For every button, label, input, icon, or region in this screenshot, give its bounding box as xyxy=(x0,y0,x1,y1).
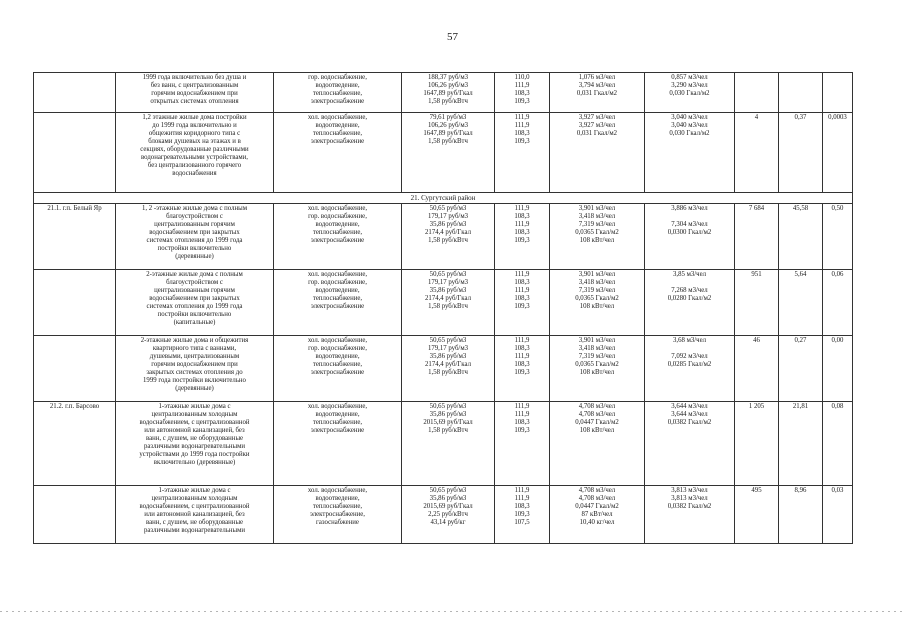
services-cell-line: хол. водоснабжение, xyxy=(307,114,368,121)
tariffs-cell-line: 1,58 руб/кВтч xyxy=(428,97,468,105)
housing-type-cell-line: горячим водоснабжением при xyxy=(151,361,238,368)
area-cell: 0,37 xyxy=(779,113,823,193)
table-row xyxy=(34,270,853,336)
housing-type-cell-line: централизованным холодным xyxy=(151,411,238,419)
tariffs-cell-line: 2,25 руб/кВтч xyxy=(428,511,468,518)
services-cell-line: гор. водоснабжение, xyxy=(308,279,367,287)
services-cell xyxy=(274,402,402,486)
housing-type-cell-line: горячим водоснабжением при xyxy=(151,89,238,97)
services-cell xyxy=(274,270,402,336)
tariff-table xyxy=(33,72,853,544)
services-cell xyxy=(274,486,402,544)
norms-cell-line: 1,076 м3/чел xyxy=(578,74,616,81)
index-cell-line: 108,3 xyxy=(514,503,530,511)
norms-cell-line: 10,40 кг/чел xyxy=(579,518,615,526)
norms2-cell-line: 0,857 м3/чел xyxy=(671,74,708,81)
services-cell-line: водоотведение, xyxy=(315,121,360,129)
index-cell-line: 111,9 xyxy=(514,81,530,89)
area-cell: 45,58 xyxy=(779,204,823,270)
norms-cell xyxy=(550,113,645,193)
count-cell: 951 xyxy=(735,270,779,336)
norms2-cell-line: 7,304 м3/чел xyxy=(671,221,708,229)
norms-cell xyxy=(550,402,645,486)
norms-cell-line: 0,0365 Гкал/м2 xyxy=(575,361,619,368)
housing-type-cell-line: (капитальные) xyxy=(173,318,216,326)
page-number: 57 xyxy=(447,31,458,43)
tariffs-cell xyxy=(402,486,495,544)
norms-cell xyxy=(550,204,645,270)
index-cell-line: 111,9 xyxy=(514,353,530,361)
norms-cell-line: 7,319 м3/чел xyxy=(578,353,616,361)
tariffs-cell-line: 79,61 руб/м3 xyxy=(429,114,467,121)
table-row xyxy=(34,402,853,486)
housing-type-cell-line: системах отопления до 1999 года xyxy=(146,236,243,244)
services-cell xyxy=(274,113,402,193)
tariffs-cell-line: 50,65 руб/м3 xyxy=(429,271,467,279)
services-cell-line: теплоснабжение, xyxy=(312,361,363,368)
services-cell-line: водоотведение, xyxy=(315,287,360,295)
housing-type-cell-line: общежития коридорного типа с xyxy=(148,129,241,137)
norms2-cell-line: 7,268 м3/чел xyxy=(671,287,708,295)
table-body xyxy=(34,73,853,544)
norms-cell-line: 0,0365 Гкал/м2 xyxy=(575,229,619,236)
tariffs-cell-line: 1,58 руб/кВтч xyxy=(428,368,468,376)
index-cell-line: 111,9 xyxy=(514,403,530,411)
housing-type-cell-line: 1999 года постройки включительно xyxy=(143,376,246,384)
share-cell: 0,0003 xyxy=(823,113,853,193)
norms2-cell xyxy=(645,270,735,336)
area-cell: 21,81 xyxy=(779,402,823,486)
norms-cell-line: 3,927 м3/чел xyxy=(578,114,616,121)
norms2-cell-line: 0,0382 Гкал/м2 xyxy=(667,503,712,511)
norms-cell xyxy=(550,73,645,113)
index-cell xyxy=(495,336,550,402)
index-cell-line: 107,5 xyxy=(514,518,530,526)
norms2-cell xyxy=(645,204,735,270)
housing-type-cell-line: душевыми, централизованным xyxy=(149,353,240,361)
norms2-cell-line: 3,886 м3/чел xyxy=(671,205,708,213)
norms2-cell-line: 0,0280 Гкал/м2 xyxy=(667,295,712,303)
norms2-cell-line: 0,0300 Гкал/м2 xyxy=(667,229,712,237)
norms-cell-line: 108 кВт/чел xyxy=(579,427,615,434)
count-cell: 7 684 xyxy=(735,204,779,270)
share-cell xyxy=(823,73,853,113)
norms-cell xyxy=(550,270,645,336)
housing-type-cell-line: различными водонагревательными xyxy=(143,442,246,450)
services-cell-line: водоотведение, xyxy=(315,353,360,361)
index-cell-line: 111,9 xyxy=(514,121,530,129)
spacer xyxy=(647,213,732,221)
norms2-cell-line: 3,644 м3/чел xyxy=(671,403,708,411)
tariffs-cell-line: 35,86 руб/м3 xyxy=(429,221,467,229)
norms2-cell-line: 3,813 м3/чел xyxy=(671,495,708,503)
index-cell xyxy=(495,204,550,270)
index-cell-line: 108,3 xyxy=(514,419,530,427)
housing-type-cell-line: благоустройством с xyxy=(166,279,223,287)
area-cell: 8,96 xyxy=(779,486,823,544)
housing-type-cell-line: благоустройством с xyxy=(166,213,223,221)
norms-cell-line: 0,0447 Гкал/м2 xyxy=(575,503,619,511)
services-cell-line: водоотведение, xyxy=(315,81,360,89)
index-cell-line: 110,0 xyxy=(514,74,530,81)
index-cell-line: 109,3 xyxy=(514,511,530,518)
housing-type-cell-line: 1999 года включительно без душа и xyxy=(142,74,247,81)
housing-type-cell-line: до 1999 года включительно и xyxy=(152,121,237,129)
housing-type-cell-line: водоснабжением, с централизованной xyxy=(139,503,250,511)
count-cell xyxy=(735,73,779,113)
tariffs-cell-line: 1647,89 руб/Гкал xyxy=(423,129,473,137)
index-cell-line: 111,9 xyxy=(514,337,530,345)
share-cell: 0,03 xyxy=(823,486,853,544)
norms2-cell-line: 0,0285 Гкал/м2 xyxy=(667,361,712,369)
spacer xyxy=(647,345,732,353)
housing-type-cell-line: (деревянные) xyxy=(175,252,214,260)
housing-type-cell xyxy=(116,73,274,113)
services-cell xyxy=(274,73,402,113)
housing-type-cell-line: водонагревательными устройствами, xyxy=(140,153,249,161)
housing-type-cell-line: централизованным горячим xyxy=(154,287,235,295)
tariffs-cell xyxy=(402,402,495,486)
housing-type-cell-line: квартирного типа с ваннами, xyxy=(152,345,237,353)
housing-type-cell-line: 1, 2 -этажные жилые дома с полным xyxy=(141,205,248,213)
housing-type-cell-line: 1-этажные жилые дома с xyxy=(158,487,231,495)
services-cell-line: электроснабжение xyxy=(310,137,365,145)
index-cell-line: 109,3 xyxy=(514,97,530,105)
norms2-cell xyxy=(645,113,735,193)
index-cell-line: 111,9 xyxy=(514,114,530,121)
index-cell-line: 109,3 xyxy=(514,368,530,376)
tariffs-cell-line: 2015,69 руб/Гкал xyxy=(423,503,473,511)
count-cell: 495 xyxy=(735,486,779,544)
norms2-cell-line: 0,030 Гкал/м2 xyxy=(669,89,710,97)
index-cell-line: 108,3 xyxy=(514,345,530,353)
services-cell-line: теплоснабжение, xyxy=(312,229,363,236)
services-cell-line: электроснабжение xyxy=(310,368,365,376)
norms-cell-line: 7,319 м3/чел xyxy=(578,221,616,229)
tariffs-cell xyxy=(402,204,495,270)
norms2-cell xyxy=(645,402,735,486)
tariffs-cell xyxy=(402,73,495,113)
region-row xyxy=(34,193,853,204)
services-cell-line: хол. водоснабжение, xyxy=(307,487,368,495)
norms-cell xyxy=(550,486,645,544)
housing-type-cell xyxy=(116,336,274,402)
housing-type-cell-line: водоснабжения xyxy=(172,169,217,177)
housing-type-cell-line: постройки включительно xyxy=(157,244,232,252)
settlement-cell xyxy=(34,73,116,113)
services-cell-line: гор. водоснабжение, xyxy=(308,345,367,353)
norms2-cell-line: 3,290 м3/чел xyxy=(671,81,708,89)
services-cell-line: водоотведение, xyxy=(315,221,360,229)
services-cell-line: хол. водоснабжение, xyxy=(307,205,368,213)
share-cell: 0,06 xyxy=(823,270,853,336)
norms-cell-line: 3,418 м3/чел xyxy=(578,213,616,221)
tariffs-cell xyxy=(402,336,495,402)
settlement-cell xyxy=(34,486,116,544)
index-cell-line: 108,3 xyxy=(514,295,530,302)
tariffs-cell-line: 188,37 руб/м3 xyxy=(427,74,469,81)
housing-type-cell-line: без ванн, с централизованным xyxy=(150,81,239,89)
tariffs-cell-line: 2015,69 руб/Гкал xyxy=(423,419,473,427)
housing-type-cell-line: или автономной канализацией, без xyxy=(144,427,245,434)
tariffs-cell-line: 1,58 руб/кВтч xyxy=(428,302,468,310)
housing-type-cell-line: водоснабжением при закрытых xyxy=(149,229,240,236)
tariffs-cell-line: 1,58 руб/кВтч xyxy=(428,236,468,244)
index-cell xyxy=(495,486,550,544)
services-cell-line: электроснабжение xyxy=(310,302,365,310)
index-cell-line: 108,3 xyxy=(514,129,530,137)
norms-cell-line: 0,031 Гкал/м2 xyxy=(576,89,618,97)
norms-cell-line: 87 кВт/чел xyxy=(581,511,613,518)
index-cell xyxy=(495,402,550,486)
housing-type-cell-line: постройки включительно xyxy=(157,310,232,318)
norms2-cell-line: 0,030 Гкал/м2 xyxy=(669,129,710,137)
area-cell: 5,64 xyxy=(779,270,823,336)
housing-type-cell xyxy=(116,204,274,270)
tariffs-cell-line: 35,86 руб/м3 xyxy=(429,495,467,503)
housing-type-cell-line: 2-этажные жилые дома с полным xyxy=(146,271,243,279)
services-cell-line: теплоснабжение, xyxy=(312,89,363,97)
housing-type-cell xyxy=(116,113,274,193)
services-cell-line: электроснабжение xyxy=(310,97,365,105)
housing-type-cell-line: или автономной канализацией, без xyxy=(144,511,245,518)
index-cell-line: 109,3 xyxy=(514,427,530,434)
index-cell-line: 108,3 xyxy=(514,279,530,287)
area-cell xyxy=(779,73,823,113)
index-cell xyxy=(495,270,550,336)
norms-cell-line: 3,901 м3/чел xyxy=(578,271,616,279)
tariffs-cell-line: 106,26 руб/м3 xyxy=(427,81,469,89)
services-cell-line: хол. водоснабжение, xyxy=(307,337,368,345)
region-heading: 21. Сургутский район xyxy=(34,193,853,204)
housing-type-cell-line: устройствами до 1999 года постройки xyxy=(139,450,250,458)
share-cell: 0,50 xyxy=(823,204,853,270)
housing-type-cell xyxy=(116,270,274,336)
services-cell-line: газоснабжение xyxy=(316,518,359,526)
housing-type-cell-line: ванн, с душем, не оборудованные xyxy=(145,518,244,526)
housing-type-cell-line: секциях, оборудованные различными xyxy=(140,145,249,153)
index-cell-line: 111,9 xyxy=(514,287,530,295)
norms-cell-line: 108 кВт/чел xyxy=(579,236,615,244)
tariffs-cell-line: 35,86 руб/м3 xyxy=(429,353,467,361)
index-cell-line: 111,9 xyxy=(514,271,530,279)
tariffs-cell-line: 50,65 руб/м3 xyxy=(429,337,467,345)
settlement-cell xyxy=(34,336,116,402)
tariffs-cell-line: 50,65 руб/м3 xyxy=(429,487,467,495)
housing-type-cell-line: 1,2 этажные жилые дома постройки xyxy=(142,114,247,121)
tariffs-cell-line: 1647,89 руб/Гкал xyxy=(423,89,473,97)
settlement-cell: 21.2. г.п. Барсово xyxy=(34,402,116,486)
table-row xyxy=(34,486,853,544)
norms2-cell-line: 3,68 м3/чел xyxy=(672,337,706,345)
norms2-cell-line: 0,0382 Гкал/м2 xyxy=(667,419,712,427)
housing-type-cell xyxy=(116,486,274,544)
norms-cell-line: 0,0447 Гкал/м2 xyxy=(575,419,619,427)
norms-cell-line: 0,0365 Гкал/м2 xyxy=(575,295,619,302)
services-cell-line: теплоснабжение, xyxy=(312,419,363,427)
norms2-cell-line: 3,040 м3/чел xyxy=(671,121,708,129)
tariffs-cell-line: 35,86 руб/м3 xyxy=(429,287,467,295)
norms-cell-line: 0,031 Гкал/м2 xyxy=(576,129,618,137)
norms-cell-line: 3,927 м3/чел xyxy=(578,121,616,129)
norms2-cell xyxy=(645,486,735,544)
norms2-cell xyxy=(645,336,735,402)
housing-type-cell-line: различными водонагревательными xyxy=(143,526,246,534)
table-row xyxy=(34,336,853,402)
norms-cell-line: 3,794 м3/чел xyxy=(578,81,616,89)
housing-type-cell-line: 1-этажные жилые дома с xyxy=(158,403,231,411)
norms-cell-line: 3,418 м3/чел xyxy=(578,345,616,353)
index-cell xyxy=(495,73,550,113)
services-cell-line: теплоснабжение, xyxy=(312,295,363,302)
index-cell-line: 111,9 xyxy=(514,221,530,229)
services-cell-line: хол. водоснабжение, xyxy=(307,271,368,279)
housing-type-cell-line: 2-этажные жилые дома и общежития xyxy=(140,337,249,345)
norms-cell-line: 7,319 м3/чел xyxy=(578,287,616,295)
tariffs-cell-line: 50,65 руб/м3 xyxy=(429,403,467,411)
share-cell: 0,08 xyxy=(823,402,853,486)
tariffs-cell-line: 2174,4 руб/Гкал xyxy=(425,361,471,368)
tariffs-cell-line: 2174,4 руб/Гкал xyxy=(425,295,471,302)
tariffs-cell-line: 35,86 руб/м3 xyxy=(429,411,467,419)
housing-type-cell-line: централизованным горячим xyxy=(154,221,235,229)
index-cell-line: 111,9 xyxy=(514,487,530,495)
norms-cell-line: 3,901 м3/чел xyxy=(578,337,616,345)
tariffs-cell-line: 43,14 руб/кг xyxy=(430,518,466,526)
norms2-cell-line: 3,85 м3/чел xyxy=(672,271,706,279)
tariffs-cell xyxy=(402,113,495,193)
index-cell-line: 108,3 xyxy=(514,361,530,368)
services-cell-line: хол. водоснабжение, xyxy=(307,403,368,411)
services-cell xyxy=(274,336,402,402)
tariffs-cell-line: 179,17 руб/м3 xyxy=(427,345,469,353)
housing-type-cell-line: открытых системах отопления xyxy=(150,97,239,105)
scan-edge-line xyxy=(0,611,905,612)
housing-type-cell-line: (деревянные) xyxy=(175,384,214,392)
housing-type-cell-line: включительно (деревянные) xyxy=(153,458,236,466)
tariffs-cell-line: 1,58 руб/кВтч xyxy=(428,427,468,434)
tariffs-cell-line: 179,17 руб/м3 xyxy=(427,213,469,221)
table-row xyxy=(34,113,853,193)
norms-cell-line: 3,901 м3/чел xyxy=(578,205,616,213)
index-cell-line: 108,3 xyxy=(514,89,530,97)
housing-type-cell-line: системах отопления до 1999 года xyxy=(146,302,243,310)
norms2-cell-line: 7,092 м3/чел xyxy=(671,353,708,361)
index-cell-line: 109,3 xyxy=(514,137,530,145)
services-cell xyxy=(274,204,402,270)
index-cell-line: 109,3 xyxy=(514,302,530,310)
share-cell: 0,00 xyxy=(823,336,853,402)
settlement-cell: 21.1. г.п. Белый Яр xyxy=(34,204,116,270)
index-cell-line: 109,3 xyxy=(514,236,530,244)
tariffs-cell-line: 50,65 руб/м3 xyxy=(429,205,467,213)
norms2-cell-line: 3,813 м3/чел xyxy=(671,487,708,495)
services-cell-line: теплоснабжение, xyxy=(312,503,363,511)
area-cell: 0,27 xyxy=(779,336,823,402)
tariffs-cell-line: 179,17 руб/м3 xyxy=(427,279,469,287)
index-cell-line: 108,3 xyxy=(514,229,530,236)
table-row xyxy=(34,73,853,113)
norms2-cell-line: 3,040 м3/чел xyxy=(671,114,708,121)
norms2-cell xyxy=(645,73,735,113)
services-cell-line: электроснабжение xyxy=(310,236,365,244)
tariffs-cell-line: 2174,4 руб/Гкал xyxy=(425,229,471,236)
services-cell-line: гор. водоснабжение, xyxy=(308,74,367,81)
services-cell-line: электроснабжение xyxy=(310,427,365,434)
tariffs-cell-line: 1,58 руб/кВтч xyxy=(428,137,468,145)
housing-type-cell-line: ванн, с душем, не оборудованные xyxy=(145,434,244,442)
housing-type-cell-line: без централизованного горячего xyxy=(147,161,242,169)
services-cell-line: гор. водоснабжение, xyxy=(308,213,367,221)
index-cell-line: 111,9 xyxy=(514,411,530,419)
norms-cell-line: 4,708 м3/чел xyxy=(578,411,616,419)
norms-cell-line: 3,418 м3/чел xyxy=(578,279,616,287)
norms2-cell-line: 3,644 м3/чел xyxy=(671,411,708,419)
norms-cell-line: 4,708 м3/чел xyxy=(578,495,616,503)
table-row xyxy=(34,204,853,270)
housing-type-cell-line: блоками душевых на этажах и в xyxy=(148,137,241,145)
index-cell-line: 111,9 xyxy=(514,205,530,213)
count-cell: 4 xyxy=(735,113,779,193)
services-cell-line: электроснабжение, xyxy=(309,511,365,518)
services-cell-line: водоотведение, xyxy=(315,495,360,503)
norms-cell-line: 4,708 м3/чел xyxy=(578,487,616,495)
housing-type-cell-line: централизованным холодным xyxy=(151,495,238,503)
count-cell: 46 xyxy=(735,336,779,402)
norms-cell-line: 108 кВт/чел xyxy=(579,302,615,310)
norms-cell-line: 4,708 м3/чел xyxy=(578,403,616,411)
index-cell-line: 111,9 xyxy=(514,495,530,503)
norms-cell xyxy=(550,336,645,402)
housing-type-cell-line: водоснабжением при закрытых xyxy=(149,295,240,302)
index-cell xyxy=(495,113,550,193)
housing-type-cell-line: закрытых системах отопления до xyxy=(146,368,243,376)
settlement-cell xyxy=(34,113,116,193)
index-cell-line: 108,3 xyxy=(514,213,530,221)
housing-type-cell-line: водоснабжением, с централизованной xyxy=(139,419,250,427)
tariffs-cell-line: 106,26 руб/м3 xyxy=(427,121,469,129)
tariffs-cell xyxy=(402,270,495,336)
services-cell-line: водоотведение, xyxy=(315,411,360,419)
services-cell-line: теплоснабжение, xyxy=(312,129,363,137)
spacer xyxy=(647,279,732,287)
count-cell: 1 205 xyxy=(735,402,779,486)
settlement-cell xyxy=(34,270,116,336)
norms-cell-line: 108 кВт/чел xyxy=(579,368,615,376)
housing-type-cell xyxy=(116,402,274,486)
